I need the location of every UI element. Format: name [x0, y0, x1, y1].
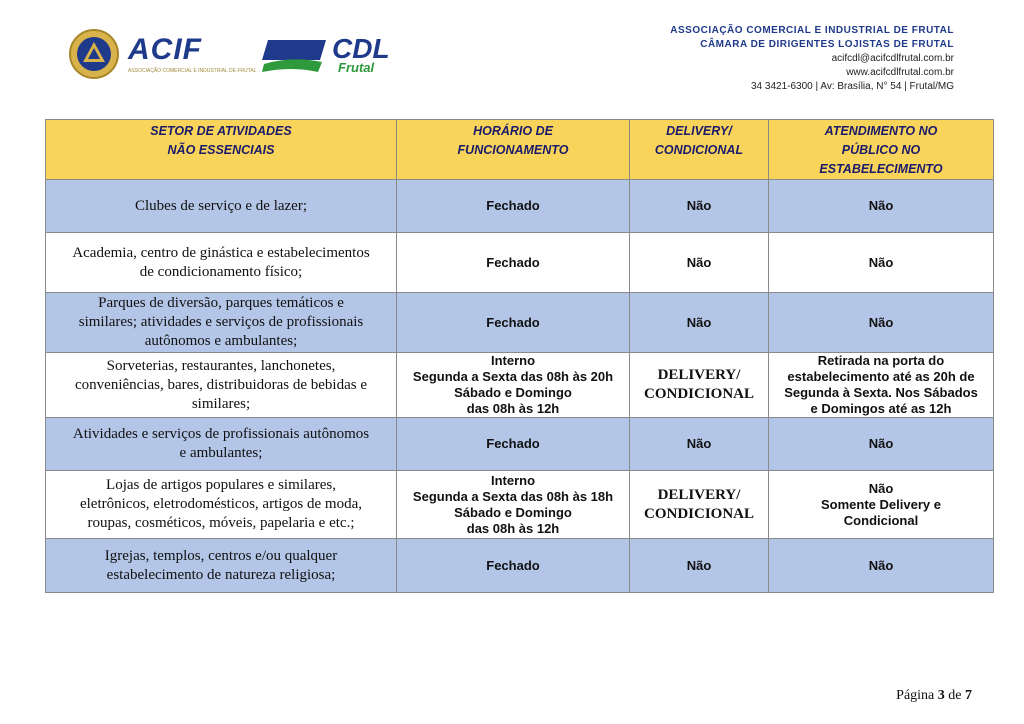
public-cell-line: Não [868, 254, 894, 270]
delivery-cell-line: DELIVERY/ [657, 486, 741, 503]
header-public-line: ATENDIMENTO NO [824, 124, 938, 138]
of-word: de [948, 688, 962, 703]
header-delivery [630, 120, 769, 180]
hours-cell [397, 353, 630, 418]
public-cell-line: Não [868, 314, 894, 330]
hours-cell [397, 233, 630, 293]
hours-cell-line: Fechado [486, 254, 540, 270]
header-public-line: ESTABELECIMENTO [819, 162, 943, 176]
hours-cell-line: Fechado [486, 557, 540, 573]
sector-cell-line: Academia, centro de ginástica e estabelecimentos [72, 244, 370, 261]
hours-cell [397, 180, 630, 233]
sector-cell-line: estabelecimento de natureza religiosa; [106, 566, 336, 583]
sector-cell-line: autônomos e ambulantes; [144, 333, 298, 349]
header-sector [46, 120, 397, 180]
sector-cell-line: Igrejas, templos, centros e/ou qualquer [104, 547, 338, 564]
page-current: 3 [937, 688, 945, 703]
delivery-cell-line: Não [686, 557, 712, 573]
delivery-cell-line: Não [686, 314, 712, 330]
header-public-line: PÚBLICO NO [841, 143, 921, 157]
acif-emblem-icon [68, 28, 120, 80]
table-row [46, 293, 994, 353]
delivery-cell [630, 471, 769, 539]
sector-cell-line: Atividades e serviços de profissionais autônomos [72, 426, 370, 442]
cdl-logo [262, 34, 402, 84]
hours-cell-line: Segunda a Sexta das 08h às 20h [412, 369, 614, 384]
table-row [46, 180, 994, 233]
public-cell [769, 418, 994, 471]
public-cell-line: Condicional [843, 512, 919, 528]
public-cell-line: e Domingos até as 12h [810, 401, 952, 416]
header-hours [397, 120, 630, 180]
hours-cell-line: Fechado [486, 198, 540, 213]
hours-cell-line: Sábado e Domingo [454, 504, 572, 520]
contact-website: www.acifcdlfrutal.com.br [846, 67, 954, 78]
header-public [769, 120, 994, 180]
activities-table [45, 119, 994, 593]
sector-cell-line: similares; atividades e serviços de profissionais [78, 314, 364, 330]
sector-cell-line: de condicionamento físico; [139, 263, 303, 280]
delivery-cell-line: Não [686, 198, 712, 213]
public-cell-line: Não [868, 198, 894, 213]
sector-cell-line: Lojas de artigos populares e similares, [106, 477, 336, 493]
public-cell [769, 293, 994, 353]
sector-cell-line: Clubes de serviço e de lazer; [134, 197, 307, 214]
hours-cell-line: das 08h às 12h [466, 401, 560, 416]
table-row [46, 233, 994, 293]
hours-cell-line: Interno [490, 472, 536, 488]
page-number [896, 688, 972, 704]
public-cell [769, 180, 994, 233]
association-name: ASSOCIAÇÃO COMERCIAL E INDUSTRIAL DE FRUTAL [670, 25, 954, 36]
table-row [46, 471, 994, 539]
acif-logo-subtitle: ASSOCIAÇÃO COMERCIAL E INDUSTRIAL DE FRUTAL [128, 68, 257, 74]
hours-cell-line: Sábado e Domingo [454, 385, 572, 400]
sector-cell [46, 293, 397, 353]
sector-cell-line: Parques de diversão, parques temáticos e [98, 295, 344, 311]
table-row [46, 418, 994, 471]
header-delivery-line: DELIVERY/ [666, 124, 732, 138]
hours-cell [397, 471, 630, 539]
cdl-swoosh-icon [262, 38, 328, 74]
public-cell [769, 539, 994, 593]
delivery-cell [630, 293, 769, 353]
delivery-cell-line: Não [686, 254, 712, 270]
sector-cell-line: conveniências, bares, distribuidoras de bebidas e [75, 376, 367, 393]
contact-email: acifcdl@acifcdlfrutal.com.br [831, 53, 954, 64]
public-cell-line: Não [868, 557, 894, 573]
table-header-row [46, 120, 994, 180]
delivery-cell-line: Não [686, 436, 712, 451]
delivery-cell-line: CONDICIONAL [643, 505, 754, 522]
sector-cell [46, 418, 397, 471]
header-delivery-line: CONDICIONAL [654, 143, 744, 157]
letterhead [0, 0, 1024, 110]
chamber-name: CÂMARA DE DIRIGENTES LOJISTAS DE FRUTAL [700, 39, 954, 50]
sector-cell [46, 471, 397, 539]
delivery-cell [630, 353, 769, 418]
sector-cell-line: roupas, cosméticos, móveis, papelaria e etc.; [87, 515, 355, 531]
sector-cell-line: Sorveterias, restaurantes, lanchonetes, [106, 357, 336, 374]
sector-cell [46, 233, 397, 293]
acif-logo [68, 28, 268, 84]
sector-cell [46, 539, 397, 593]
public-cell [769, 233, 994, 293]
delivery-cell-line: DELIVERY/ [657, 367, 741, 383]
cdl-logo-text: CDL [332, 33, 390, 64]
delivery-cell [630, 180, 769, 233]
public-cell-line: Somente Delivery e [821, 496, 941, 512]
public-cell [769, 353, 994, 418]
header-hours-line: HORÁRIO DE [473, 124, 553, 138]
hours-cell [397, 418, 630, 471]
cdl-logo-subtitle: Frutal [338, 60, 375, 75]
contact-phone-address: 34 3421-6300 | Av: Brasília, N° 54 | Frutal/MG [751, 81, 954, 92]
public-cell-line: estabelecimento até as 20h de [787, 369, 975, 384]
hours-cell [397, 293, 630, 353]
hours-cell-line: das 08h às 12h [466, 520, 560, 536]
public-cell-line: Retirada na porta do [817, 353, 945, 368]
page-total: 7 [965, 688, 972, 703]
sector-cell-line: similares; [191, 395, 251, 412]
sector-cell [46, 353, 397, 418]
hours-cell [397, 539, 630, 593]
public-cell-line: Não [868, 436, 894, 451]
delivery-cell [630, 539, 769, 593]
delivery-cell [630, 233, 769, 293]
hours-cell-line: Interno [490, 353, 536, 368]
hours-cell-line: Fechado [486, 436, 540, 451]
table-row [46, 353, 994, 418]
acif-logo-text: ACIF [128, 33, 202, 66]
page-word: Página [896, 688, 935, 703]
public-cell-line: Não [868, 480, 894, 496]
hours-cell-line: Fechado [486, 314, 540, 330]
sector-cell [46, 180, 397, 233]
delivery-cell-line: CONDICIONAL [643, 386, 754, 402]
table-row [46, 539, 994, 593]
delivery-cell [630, 418, 769, 471]
public-cell [769, 471, 994, 539]
hours-cell-line: Segunda a Sexta das 08h às 18h [412, 488, 614, 504]
sector-cell-line: e ambulantes; [179, 445, 263, 461]
contact-block [670, 24, 954, 94]
header-hours-line: FUNCIONAMENTO [457, 143, 569, 157]
header-sector-line: NÃO ESSENCIAIS [167, 143, 275, 157]
header-sector-line: SETOR DE ATIVIDADES [150, 124, 292, 138]
sector-cell-line: eletrônicos, eletrodomésticos, artigos de moda, [79, 496, 362, 512]
public-cell-line: Segunda à Sexta. Nos Sábados [784, 385, 978, 400]
